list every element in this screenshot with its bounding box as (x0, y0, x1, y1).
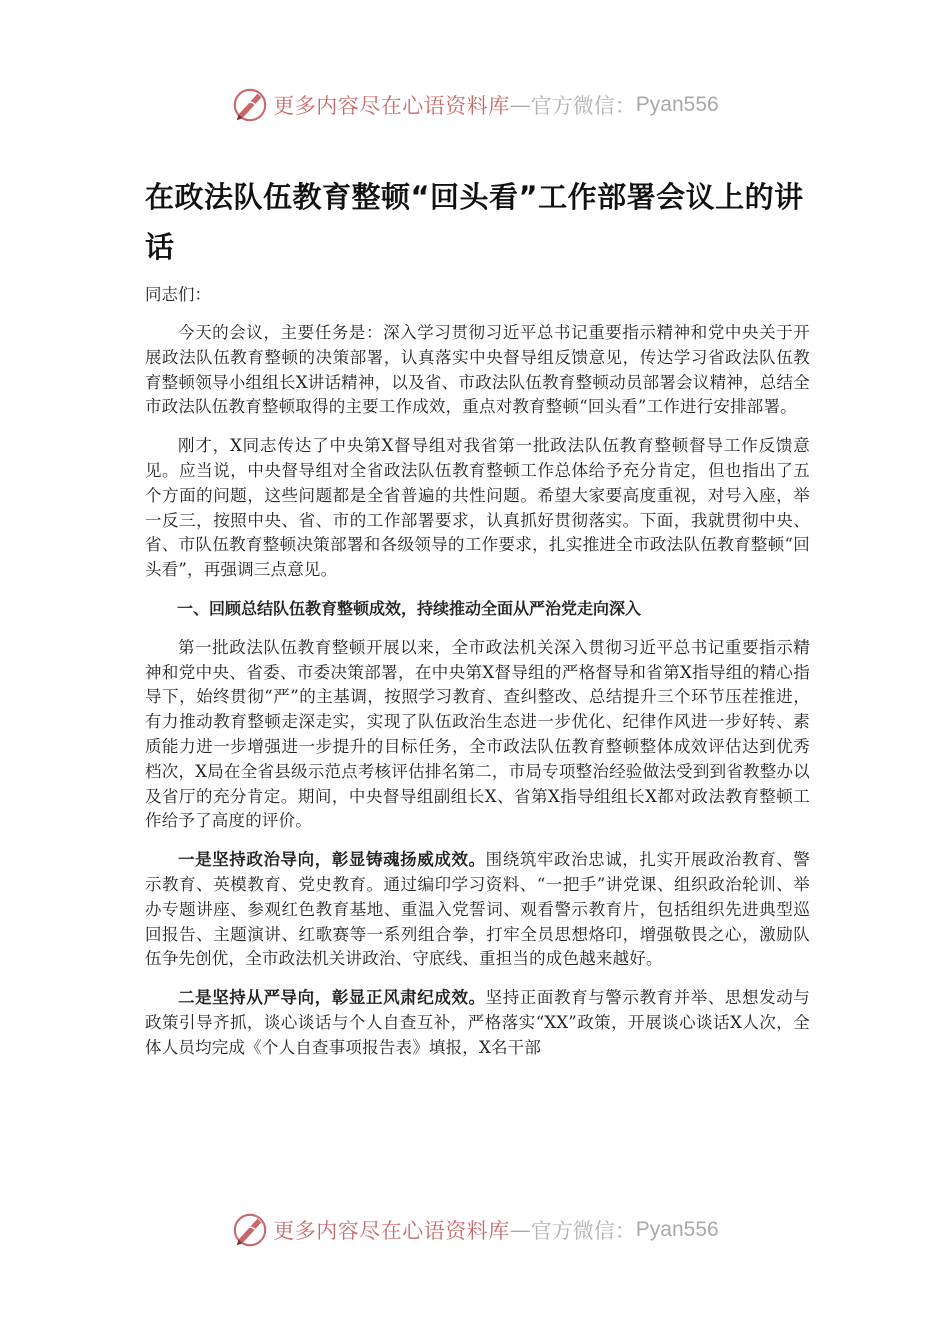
banner-wechat-label: 官方微信： (530, 1219, 636, 1243)
paragraph-text: 刚才，X同志传达了中央第X督导组对我省第一批政法队伍教育整顿督导工作反馈意见。应当说，中央督导组对全省政法队伍教育整顿工作总体给予充分肯定，但也指出了五个方面的问题，这些问题都是全省普遍的共性问题。希望大家要高度重视，对号入座，举一反三，按照中央、省、市的工作部署要求，认真抓好贯彻落实。下面，我就贯彻中央、省、市队伍教育整顿决策部署和各级领导的工作要求，扎实推进全市政法队伍教育整顿“回头看”，再强调三点意见。 (145, 436, 810, 580)
banner-wechat-id: Pyan556 (635, 1218, 719, 1241)
body-paragraph (145, 321, 810, 420)
body-paragraph (145, 434, 810, 583)
header-banner (0, 85, 950, 125)
greeting: 同志们： (145, 285, 211, 304)
banner-separator: — (509, 1218, 531, 1242)
body-paragraph (145, 636, 810, 834)
paragraph-list (145, 321, 810, 1061)
body-paragraph (145, 848, 810, 972)
banner-wechat-id: Pyan556 (635, 93, 719, 116)
document-title: 在政法队伍教育整顿“回头看”工作部署会议上的讲话 (145, 180, 804, 264)
paragraph-lead: 二是坚持从严导向，彰显正风肃纪成效。 (178, 988, 486, 1008)
paragraph-lead: 一是坚持政治导向，彰显铸魂扬威成效。 (178, 850, 486, 870)
pen-logo-icon (231, 1211, 269, 1249)
pen-logo-icon (231, 86, 269, 124)
section-heading: 一、回顾总结队伍教育整顿成效，持续推动全面从严治党走向深入 (177, 598, 642, 618)
paragraph-text: 坚持正面教育与警示教育并举、思想发动与政策引导齐抓，谈心谈话与个人自查互补，严格落实“XX”政策，开展谈心谈话X人次，全体人员均完成《个人自查事项报告表》填报，X名干部 (145, 988, 810, 1057)
banner-separator: — (509, 93, 531, 117)
paragraph-text: 围绕筑牢政治忠诚，扎实开展政治教育、警示教育、英模教育、党史教育。通过编印学习资料、“一把手”讲党课、组织政治轮训、举办专题讲座、参观红色教育基地、重温入党誓词、观看警示教育片，包括组织先进典型巡回报告、主题演讲、红歌赛等一系列组合拳，打牢全员思想烙印，增强敬畏之心，激励队伍争先创优，全市政法机关讲政治、守底线、重担当的成色越来越好。 (145, 850, 810, 969)
footer-banner (0, 1210, 950, 1250)
document-body (145, 172, 810, 1061)
banner-main-text: 更多内容尽在心语资料库 (273, 1219, 510, 1243)
paragraph-text: 第一批政法队伍教育整顿开展以来，全市政法机关深入贯彻习近平总书记重要指示精神和党中央、省委、市委决策部署，在中央第X督导组的严格督导和省第X指导组的精心指导下，始终贯彻“严”的主基调，按照学习教育、查纠整改、总结提升三个环节压茬推进，有力推动教育整顿走深走实，实现了队伍政治生态进一步优化、纪律作风进一步好转、素质能力进一步增强进一步提升的目标任务，全市政法队伍教育整顿整体成效评估达到优秀档次，X局在全省县级示范点考核评估排名第二，市局专项整治经验做法受到到省教整办以及省厅的充分肯定。期间，中央督导组副组长X、省第X指导组组长X都对政法教育整顿工作给予了高度的评价。 (145, 637, 810, 831)
body-paragraph (145, 986, 810, 1060)
paragraph-text: 今天的会议，主要任务是：深入学习贯彻习近平总书记重要指示精神和党中央关于开展政法队伍教育整顿的决策部署，认真落实中央督导组反馈意见，传达学习省政法队伍教育整顿领导小组组长X讲话精神，以及省、市政法队伍教育整顿动员部署会议精神，总结全市政法队伍教育整顿取得的主要工作成效，重点对教育整顿“回头看”工作进行安排部署。 (145, 323, 810, 417)
banner-wechat-label: 官方微信： (530, 94, 636, 118)
banner-main-text: 更多内容尽在心语资料库 (273, 94, 510, 118)
